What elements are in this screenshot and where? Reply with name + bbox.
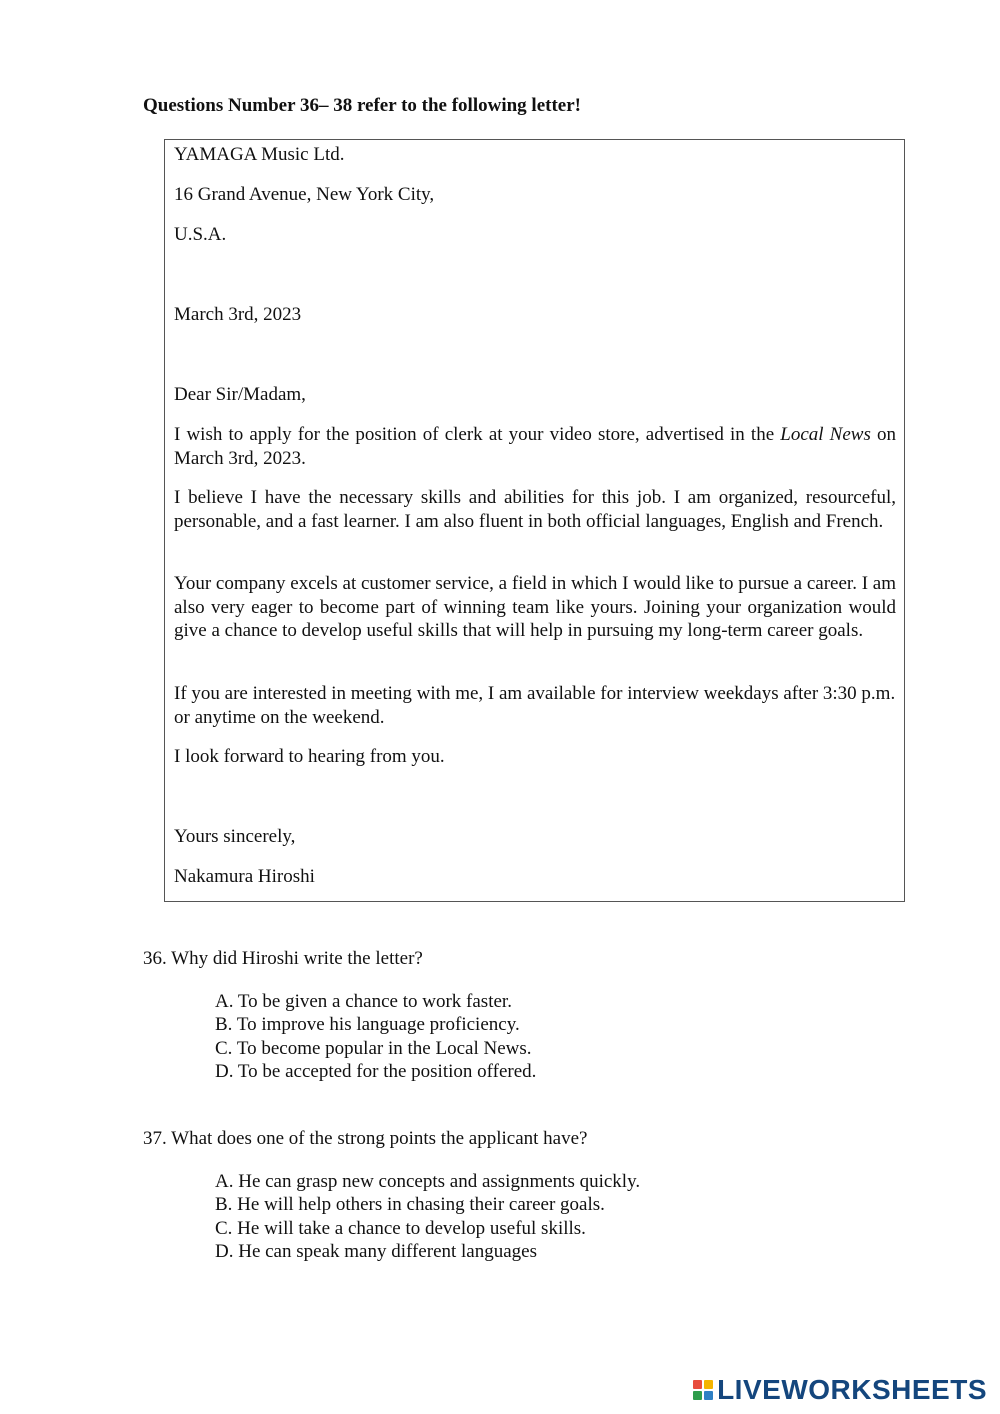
logo-square-yellow xyxy=(704,1380,713,1389)
letter-paragraph-1 xyxy=(174,423,896,470)
letter-paragraph-3: Your company excels at customer service, a field in which I would like to pursue a career. I am also very eager to become part of winning team like yours. Joining your organization would give a chance to develop useful skills that will help in pursuing my long-term career goals. xyxy=(174,573,896,641)
logo-square-red xyxy=(693,1380,702,1389)
option-37-a[interactable]: A. He can grasp new concepts and assignments quickly. xyxy=(215,1171,641,1192)
option-37-d[interactable]: D. He can speak many different languages xyxy=(215,1240,537,1262)
letter-address: 16 Grand Avenue, New York City, xyxy=(174,184,435,205)
letter-company: YAMAGA Music Ltd. xyxy=(174,144,345,165)
option-36-a[interactable]: A. To be given a chance to work faster. xyxy=(215,991,512,1012)
letter-paragraph-4: If you are interested in meeting with me, I am available for interview weekdays after 3:30 p.m. or anytime on the weekend. xyxy=(174,683,896,728)
question-36: 36. Why did Hiroshi write the letter? xyxy=(143,948,423,969)
p1-text-after: on March 3rd, 2023. xyxy=(174,424,896,469)
letter-closing: Yours sincerely, xyxy=(174,826,296,847)
logo-square-blue xyxy=(704,1391,713,1400)
option-37-b[interactable]: B. He will help others in chasing their career goals. xyxy=(215,1194,605,1216)
letter-box xyxy=(164,139,905,902)
logo-square-green xyxy=(693,1391,702,1400)
letter-salutation: Dear Sir/Madam, xyxy=(174,384,306,405)
liveworksheets-logo-icon xyxy=(693,1380,713,1400)
question-37-options xyxy=(215,1170,640,1263)
letter-country: U.S.A. xyxy=(174,224,227,245)
section-heading: Questions Number 36– 38 refer to the following letter! xyxy=(143,95,581,116)
letter-signature: Nakamura Hiroshi xyxy=(174,866,315,887)
option-36-d[interactable]: D. To be accepted for the position offered. xyxy=(215,1060,537,1082)
question-37: 37. What does one of the strong points the applicant have? xyxy=(143,1128,588,1149)
liveworksheets-logo-text: LIVEWORKSHEETS xyxy=(717,1374,987,1405)
option-37-c[interactable]: C. He will take a chance to develop useful skills. xyxy=(215,1217,586,1239)
option-36-c[interactable]: C. To become popular in the Local News. xyxy=(215,1037,532,1059)
letter-date: March 3rd, 2023 xyxy=(174,304,302,325)
letter-paragraph-5: I look forward to hearing from you. xyxy=(174,746,445,767)
option-36-b[interactable]: B. To improve his language proficiency. xyxy=(215,1014,520,1036)
letter-paragraph-2: I believe I have the necessary skills and abilities for this job. I am organized, resourceful, personable, and a fast learner. I am also fluent in both official languages, English and French. xyxy=(174,487,896,532)
p1-text-before: I wish to apply for the position of clerk at your video store, advertised in the xyxy=(174,424,781,445)
question-36-options xyxy=(215,990,536,1083)
p1-newspaper-name: Local News xyxy=(780,424,871,445)
liveworksheets-logo xyxy=(693,1374,987,1406)
